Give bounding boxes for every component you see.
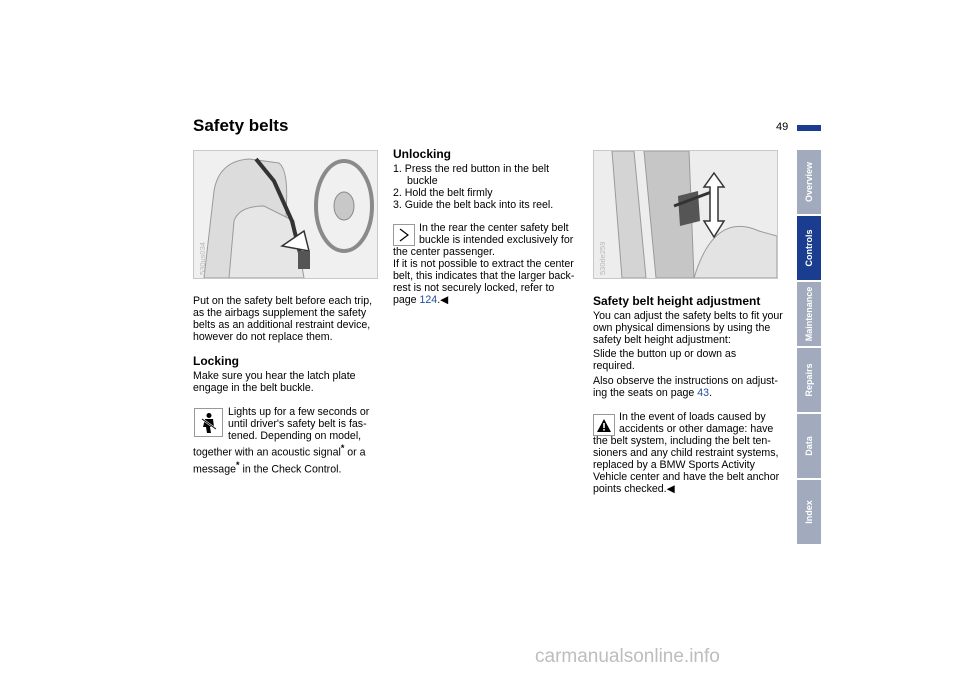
note-line: until driver's safety belt is fas- — [228, 418, 367, 431]
note-line: or a — [344, 446, 366, 459]
end-mark: .◀ — [437, 294, 449, 307]
note-line: In the rear the center safety belt — [419, 222, 569, 234]
list-item — [393, 163, 583, 187]
note-line: belt, this indicates that the larger back- — [393, 270, 575, 283]
step-text: buckle — [407, 175, 438, 188]
list-item: 2. Hold the belt firmly — [393, 187, 493, 200]
tab-maintenance[interactable] — [797, 282, 821, 346]
warning-line: sioners and any child restraint systems, — [593, 447, 779, 460]
note-line: If it is not possible to extract the center — [393, 258, 574, 271]
height-adjustment-p1: You can adjust the safety belts to fit your own physical dimensions by using the safety belt height adjustment: — [593, 310, 783, 347]
warning-line: replaced by a BMW Sports Activity — [593, 459, 755, 472]
locking-text: Make sure you hear the latch plate engage in the belt buckle. — [193, 370, 356, 395]
rear-belt-note-top — [419, 222, 585, 246]
note-line: buckle is intended exclusively for — [419, 234, 574, 247]
tab-label: Index — [804, 500, 814, 524]
page-link-43[interactable]: 43 — [697, 387, 710, 400]
seat-belt-illustration — [194, 151, 377, 278]
paragraph-text: . — [709, 387, 713, 400]
belt-height-figure — [593, 150, 778, 279]
height-adjustment-heading: Safety belt height adjustment — [593, 294, 761, 308]
note-line: in the Check Control. — [239, 463, 342, 476]
warning-line: points checked.◀ — [593, 483, 675, 496]
page-number: 49 — [776, 121, 789, 133]
tab-label: Overview — [804, 161, 814, 203]
watermark: carmanualsonline.info — [535, 646, 720, 667]
indicator-note-bottom — [193, 442, 383, 475]
note-line: rest is not securely locked, refer to — [393, 282, 555, 295]
optional-equipment-star: * — [340, 443, 345, 453]
warning-line: the belt system, including the belt ten- — [593, 435, 771, 447]
warning-line: In the event of loads caused by — [619, 411, 766, 423]
optional-equipment-star: * — [236, 459, 240, 470]
warning-icon — [593, 414, 615, 436]
warning-line: Vehicle center and have the belt anchor — [593, 471, 780, 484]
intro-text: Put on the safety belt before each trip, as the airbags supplement the safety belts as an additional restraint device, however do not replace them. — [193, 295, 373, 344]
tab-data[interactable] — [797, 414, 821, 478]
note-icon — [393, 224, 415, 246]
page-title: Safety belts — [193, 116, 289, 135]
unlocking-heading: Unlocking — [393, 147, 452, 161]
damage-warning-bottom — [593, 435, 787, 495]
tab-index[interactable] — [797, 480, 821, 544]
rear-belt-note-bottom — [393, 246, 585, 306]
page-number-bar — [797, 125, 821, 131]
tab-label: Repairs — [804, 363, 814, 397]
height-adjustment-p3 — [593, 375, 785, 399]
indicator-note-top — [228, 406, 378, 442]
seat-belt-figure — [193, 150, 378, 279]
belt-height-illustration — [594, 151, 777, 278]
list-item: 3. Guide the belt back into its reel. — [393, 199, 554, 212]
tab-label: Data — [804, 436, 814, 456]
tab-controls[interactable] — [797, 216, 821, 280]
page-link-124[interactable]: 124 — [419, 294, 438, 307]
warning-line: accidents or other damage: have — [619, 423, 774, 436]
paragraph-text: Also observe the instructions on adjust-ing the seats on page — [593, 375, 778, 400]
locking-heading: Locking — [193, 354, 240, 368]
step-text: 1. Press the red button in the belt — [393, 163, 550, 175]
seatbelt-warning-icon — [194, 408, 223, 437]
tab-overview[interactable] — [797, 150, 821, 214]
note-line: page — [393, 294, 420, 307]
note-line: tened. Depending on model, — [228, 430, 362, 443]
note-line: Lights up for a few seconds or — [228, 406, 370, 418]
damage-warning-top — [619, 411, 785, 435]
tab-label: Controls — [804, 229, 814, 267]
note-line: together with an acoustic signal — [193, 446, 341, 459]
tab-repairs[interactable] — [797, 348, 821, 412]
figure-code-right: 530de259 — [598, 241, 607, 275]
unlocking-steps — [393, 163, 583, 211]
height-adjustment-p2: Slide the button up or down as required. — [593, 348, 737, 373]
tab-label: Maintenance — [804, 286, 814, 342]
note-line: the center passenger. — [393, 246, 495, 258]
note-line: message — [193, 463, 236, 476]
figure-code-left: 530us034 — [198, 242, 207, 275]
